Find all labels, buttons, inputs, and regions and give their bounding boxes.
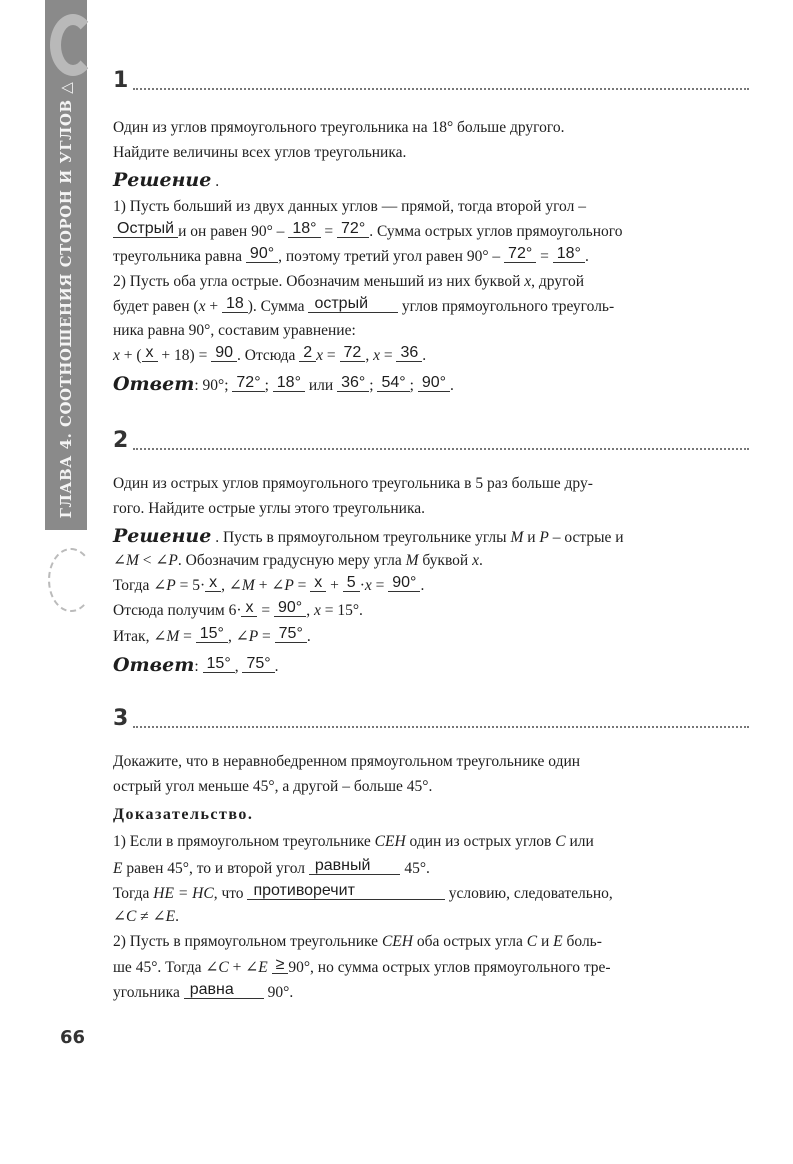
text-segment: x [313, 602, 321, 619]
filled-answer-blank[interactable]: Острый [113, 221, 178, 238]
text-line [113, 752, 580, 772]
text-segment: будет равен ( [113, 298, 199, 315]
text-segment: . Сумма острых углов прямоугольного [369, 223, 623, 240]
text-line [113, 627, 311, 647]
filled-answer-blank[interactable]: x [241, 600, 257, 617]
filled-answer-blank[interactable]: 2 [299, 345, 316, 362]
text-segment: = [371, 577, 389, 594]
text-segment: . [420, 577, 425, 594]
text-line [113, 499, 425, 519]
text-segment: один из острых углов [405, 833, 556, 850]
text-segment: M [510, 529, 524, 546]
text-segment: ; [369, 377, 378, 394]
text-segment: Найдите величины всех углов треугольника. [113, 144, 407, 161]
filled-answer-blank[interactable]: 90° [388, 575, 420, 592]
filled-answer-blank[interactable]: острый [308, 296, 398, 313]
text-line [113, 601, 363, 621]
text-segment: C [555, 833, 566, 850]
text-segment: M [166, 628, 180, 645]
text-segment: буквой [418, 552, 473, 569]
text-segment: ника равна 90°, составим уравнение: [113, 322, 356, 339]
text-segment: + [326, 577, 343, 594]
text-segment: углов прямоугольного треуголь- [398, 298, 615, 315]
text-segment: . Обозначим градусную меру угла [177, 552, 406, 569]
text-segment: C [526, 933, 538, 950]
text-segment: : 90°; [194, 377, 233, 394]
text-segment: . [478, 552, 483, 569]
filled-answer-blank[interactable]: 75° [242, 656, 274, 673]
text-segment: < ∠ [138, 552, 169, 569]
text-segment: = [179, 628, 196, 645]
text-segment: P [284, 577, 294, 594]
section-heading: Решение [113, 525, 212, 547]
text-segment: . [584, 248, 589, 265]
filled-answer-blank[interactable]: 72° [337, 221, 369, 238]
text-segment: равен 45°, то и второй угол [122, 860, 309, 877]
text-segment: 1) Пусть больший из двух данных углов — прямой, тогда второй угол – [113, 198, 586, 215]
text-segment: = [536, 248, 553, 265]
text-segment: = [323, 347, 340, 364]
dotted-divider [133, 448, 749, 450]
text-segment: E [113, 860, 123, 877]
text-segment: . [306, 628, 311, 645]
text-segment: HE = HC [153, 885, 214, 902]
text-segment: Один из углов прямоугольного треугольника на 18° больше другого. [113, 119, 565, 136]
problem-number: 1 [113, 68, 129, 93]
text-segment: C [218, 959, 229, 976]
text-line [113, 297, 614, 317]
text-segment: острый угол меньше 45°, а другой – больше 45°. [113, 778, 433, 795]
text-line [113, 474, 593, 494]
text-line [113, 907, 179, 927]
text-segment: . [274, 658, 279, 675]
text-line [113, 805, 253, 825]
text-line [113, 143, 406, 163]
text-segment: = [379, 347, 397, 364]
text-segment: и [523, 529, 540, 546]
text-segment: . Пусть в прямоугольном треугольнике углы [211, 529, 511, 546]
text-segment: . [422, 347, 427, 364]
text-segment: E [258, 959, 268, 976]
filled-answer-blank[interactable]: ≥ [272, 957, 289, 974]
text-segment: x [524, 273, 532, 290]
text-segment: = [258, 628, 275, 645]
filled-answer-blank[interactable]: x [142, 345, 158, 362]
text-segment: P [166, 577, 176, 594]
text-segment: C [126, 908, 137, 925]
text-segment: CEH [381, 933, 413, 950]
text-segment: + [205, 298, 222, 315]
text-segment: P [248, 628, 259, 645]
filled-answer-blank[interactable]: 36° [337, 375, 369, 392]
text-segment: Тогда [113, 885, 154, 902]
text-segment: . [211, 173, 220, 190]
text-segment: ∠ [113, 908, 126, 925]
text-segment: M [126, 552, 139, 569]
text-line [113, 197, 586, 217]
text-segment: условию, следовательно, [444, 885, 613, 902]
text-segment: 90°. [263, 984, 294, 1001]
text-line [113, 576, 424, 596]
dotted-divider [133, 726, 749, 728]
section-heading: Ответ [113, 654, 195, 676]
text-segment: ; [264, 377, 273, 394]
text-segment: · [359, 577, 365, 594]
text-segment: 1) Если в прямоугольном треугольнике [113, 833, 375, 850]
filled-answer-blank[interactable]: x [205, 575, 221, 592]
text-segment: . Отсюда [237, 347, 300, 364]
section-heading: Ответ [113, 373, 195, 395]
text-segment: + ∠ [228, 959, 259, 976]
text-segment: треугольника равна [113, 248, 246, 265]
text-segment: x [198, 298, 206, 315]
text-segment: , поэтому третий угол равен 90° – [278, 248, 505, 265]
text-segment: x [472, 552, 479, 569]
text-segment: или [304, 377, 338, 394]
text-line [113, 832, 594, 852]
text-segment: E [165, 908, 176, 925]
text-line [113, 655, 279, 677]
text-segment: ). Сумма [247, 298, 309, 315]
text-segment: M [241, 577, 255, 594]
filled-answer-blank[interactable]: 18° [273, 375, 305, 392]
text-line [113, 374, 454, 396]
text-segment: ; [409, 377, 418, 394]
text-line [113, 526, 624, 548]
page-number: 66 [60, 1027, 86, 1048]
text-line [113, 118, 564, 138]
text-line [113, 346, 426, 366]
text-line [113, 551, 483, 571]
text-segment: , что [213, 885, 248, 902]
text-segment: , [234, 658, 243, 675]
filled-answer-blank[interactable]: 72 [340, 345, 366, 362]
text-segment: 45°. [400, 860, 430, 877]
text-segment: x [373, 347, 380, 364]
filled-answer-blank[interactable]: 72° [232, 375, 264, 392]
problem-number: 2 [113, 428, 129, 453]
text-segment: . [450, 377, 454, 394]
text-segment: , другой [531, 273, 585, 290]
decorative-c-icon [48, 548, 94, 612]
filled-answer-blank[interactable]: 18 [222, 296, 248, 313]
text-segment: и он равен 90° – [178, 223, 289, 240]
filled-answer-blank[interactable]: противоречит [247, 883, 444, 900]
filled-answer-blank[interactable]: 36 [396, 345, 422, 362]
filled-answer-blank[interactable]: равный [309, 858, 401, 875]
text-line [113, 777, 432, 797]
text-line [113, 884, 613, 904]
text-segment: , [306, 602, 314, 619]
text-segment: 2) Пусть оба угла острые. Обозначим меньший из них буквой [113, 273, 525, 290]
filled-answer-blank[interactable]: 15° [203, 656, 235, 673]
text-segment: Тогда ∠ [113, 577, 167, 594]
text-segment: M [405, 552, 419, 569]
filled-answer-blank[interactable]: равна [184, 982, 264, 999]
text-segment: P [168, 552, 178, 569]
text-segment: + ( [119, 347, 142, 364]
text-segment: Итак, ∠ [113, 628, 167, 645]
filled-answer-blank[interactable]: 15° [196, 626, 228, 643]
problem-number: 3 [113, 706, 129, 731]
text-segment: или [565, 833, 594, 850]
text-segment: x [316, 347, 324, 364]
text-segment: Докажите, что в неравнобедренном прямоугольном треугольнике один [113, 753, 581, 770]
text-line [113, 170, 219, 192]
text-segment: ≠ ∠ [136, 908, 166, 925]
text-segment: = 15°. [320, 602, 363, 619]
text-segment: = [293, 577, 311, 594]
chapter-title: ГЛАВА 4. СООТНОШЕНИЯ СТОРОН И УГЛОВ △ [57, 81, 75, 519]
filled-answer-blank[interactable]: 90° [246, 246, 278, 263]
text-segment: угольника [113, 984, 184, 1001]
text-segment: ше 45°. Тогда ∠ [113, 959, 219, 976]
filled-answer-blank[interactable]: 90 [211, 345, 237, 362]
text-segment: Один из острых углов прямоугольного треугольника в 5 раз больше дру- [113, 475, 593, 492]
filled-answer-blank[interactable]: 5 [343, 575, 360, 592]
text-segment: 90°, но сумма острых углов прямоугольного тре- [288, 959, 611, 976]
text-line [113, 222, 622, 242]
filled-answer-blank[interactable]: 18° [288, 221, 320, 238]
text-line [113, 932, 602, 952]
text-line [113, 247, 589, 267]
text-segment: оба острых угла [412, 933, 527, 950]
filled-answer-blank[interactable]: 54° [377, 375, 409, 392]
text-segment: + ∠ [254, 577, 285, 594]
text-segment: , ∠ [227, 628, 249, 645]
text-segment: гого. Найдите острые углы этого треугольника. [113, 500, 425, 517]
filled-answer-blank[interactable]: x [310, 575, 326, 592]
text-segment: CEH [374, 833, 406, 850]
text-segment: – острые и [548, 529, 624, 546]
chapter-logo-icon [50, 14, 96, 76]
text-segment: : [194, 658, 203, 675]
section-heading: Доказательство. [113, 806, 254, 823]
text-segment: , ∠ [221, 577, 242, 594]
text-line [113, 859, 430, 879]
text-segment: x [113, 347, 120, 364]
text-segment: боль- [562, 933, 602, 950]
text-segment: + 18) = [157, 347, 212, 364]
text-segment: P [539, 529, 549, 546]
text-segment: 2) Пусть в прямоугольном треугольнике [113, 933, 382, 950]
filled-answer-blank[interactable]: 75° [275, 626, 307, 643]
text-segment: и [537, 933, 554, 950]
text-segment: . [175, 908, 179, 925]
text-segment: , [365, 347, 374, 364]
text-segment: x [364, 577, 372, 594]
text-segment: = 5· [175, 577, 206, 594]
text-line [113, 958, 611, 978]
filled-answer-blank[interactable]: 90° [418, 375, 450, 392]
filled-answer-blank[interactable]: 18° [553, 246, 585, 263]
dotted-divider [133, 88, 749, 90]
text-segment: Отсюда получим 6· [113, 602, 242, 619]
text-segment: = [257, 602, 274, 619]
section-heading: Решение [113, 169, 212, 191]
filled-answer-blank[interactable]: 90° [274, 600, 306, 617]
text-line [113, 272, 584, 292]
text-segment: ∠ [113, 552, 126, 569]
filled-answer-blank[interactable]: 72° [504, 246, 536, 263]
text-segment: = [320, 223, 338, 240]
text-line [113, 983, 293, 1003]
text-segment: E [553, 933, 563, 950]
text-line [113, 321, 356, 341]
